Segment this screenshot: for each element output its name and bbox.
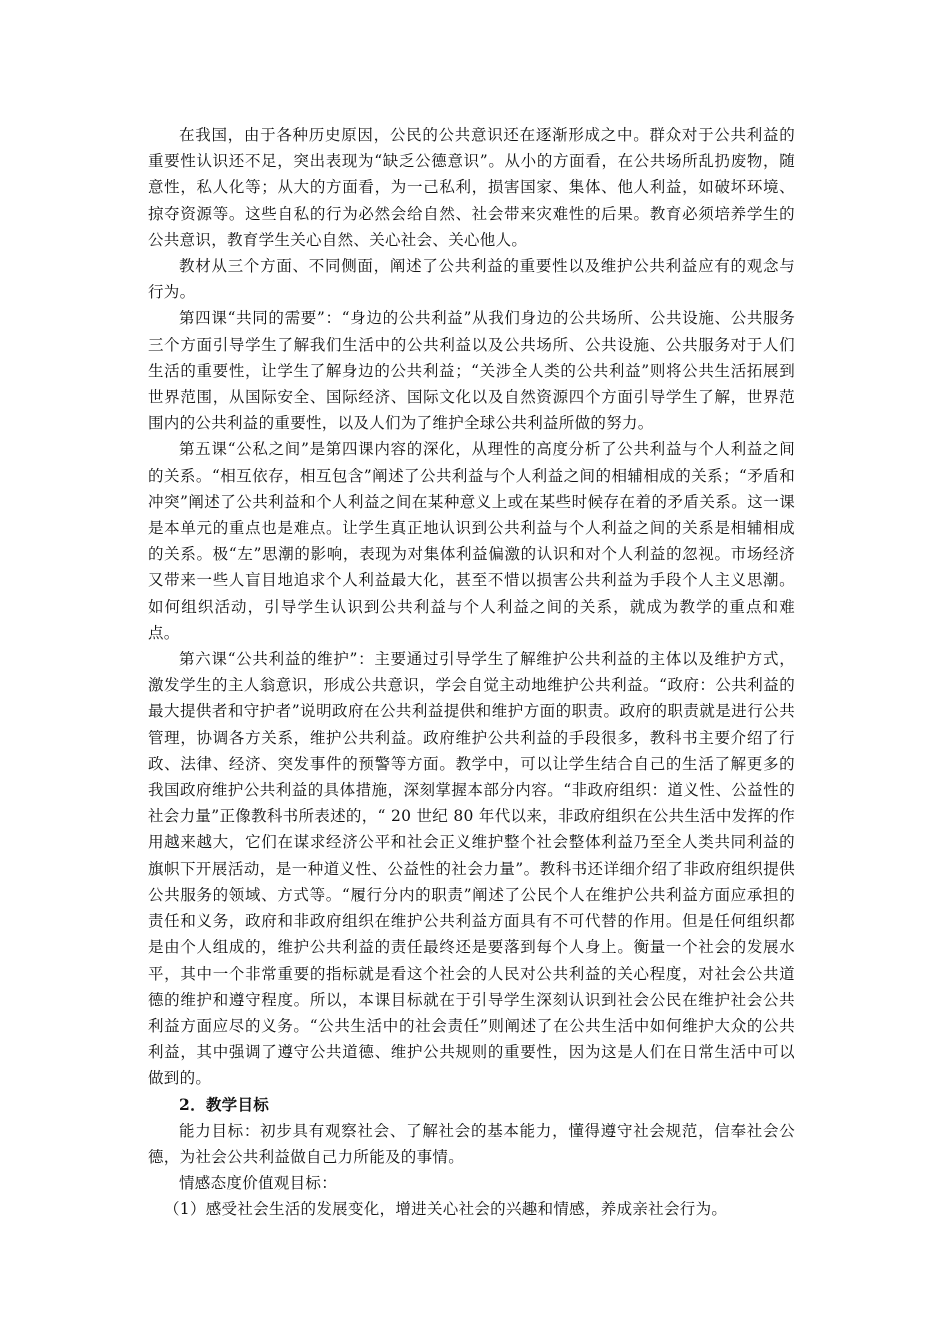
list-item-emotion-goal-1: （1）感受社会生活的发展变化，增进关心社会的兴趣和情感，养成亲社会行为。 bbox=[164, 1200, 728, 1219]
paragraph-lesson-four: 第四课“共同的需要”：“身边的公共利益”从我们身边的公共场所、公共设施、公共服务三个方面引导学生了解我们生活中的公共利益以及公共场所、公共设施、公共服务对于人们生活的重要性，让学生了解身边的公共利益；“关涉全人类的公共利益”则将公共生活拓展到世界范围，从国际安全、国际经济、国际文化以及自然资源四个方面引导学生了解，世界范围内的公共利益的重要性，以及人们为了维护全球公共利益所做的努力。 bbox=[148, 309, 795, 433]
paragraph-textbook-overview: 教材从三个方面、不同侧面，阐述了公共利益的重要性以及维护公共利益应有的观念与行为。 bbox=[148, 257, 795, 302]
section-heading-teaching-goals: 2．教学目标 bbox=[179, 1094, 270, 1114]
paragraph-public-awareness: 在我国，由于各种历史原因，公民的公共意识还在逐渐形成之中。群众对于公共利益的重要性认识还不足，突出表现为“缺乏公德意识”。从小的方面看，在公共场所乱扔废物，随意性，私人化等；从大的方面看，为一己私利，损害国家、集体、他人利益，如破坏环境、掠夺资源等。这些自私的行为必然会给自然、社会带来灾难性的后果。教育必须培养学生的公共意识，教育学生关心自然、关心社会、关心他人。 bbox=[148, 126, 795, 249]
paragraph-ability-goal: 能力目标：初步具有观察社会、了解社会的基本能力，懂得遵守社会规范，信奉社会公德，为社会公共利益做自己力所能及的事情。 bbox=[148, 1121, 795, 1166]
paragraph-emotion-goal-title: 情感态度价值观目标： bbox=[179, 1174, 338, 1193]
document-page bbox=[148, 122, 795, 1223]
paragraph-lesson-six: 第六课“公共利益的维护”：主要通过引导学生了解维护公共利益的主体以及维护方式，激发学生的主人翁意识，形成公共意识，学会自觉主动地维护公共利益。“政府：公共利益的最大提供者和守护者”说明政府在公共利益提供和维护方面的职责。政府的职责就是进行公共管理，协调各方关系，维护公共利益。政府维护公共利益的手段很多，教科书主要介绍了行政、法律、经济、突发事件的预警等方面。教学中，可以让学生结合自己的生活了解更多的我国政府维护公共利益的具体措施，深刻掌握本部分内容。“非政府组织：道义性、公益性的社会力量”正像教科书所表述的，“ 20 世纪 80 年代以来，非政府组织在公共生活中发挥的作用越来越大，它们在谋求经济公平和社会正义维护整个社会整体利益乃至全人类共同利益的旗帜下开展活动，是一种道义性、公益性的社会力量”。教科书还详细介绍了非政府组织提供公共服务的领域、方式等。“履行分内的职责”阐述了公民个人在维护公共利益方面应承担的责任和义务，政府和非政府组织在维护公共利益方面具有不可代替的作用。但是任何组织都是由个人组成的，维护公共利益的责任最终还是要落到每个人身上。衡量一个社会的发展水平，其中一个非常重要的指标就是看这个社会的人民对公共利益的关心程度，对社会公共道德的维护和遵守程度。所以，本课目标就在于引导学生深刻认识到社会公民在维护社会公共利益方面应尽的义务。“公共生活中的社会责任”则阐述了在公共生活中如何维护大众的公共利益，其中强调了遵守公共道德、维护公共规则的重要性，因为这是人们在日常生活中可以做到的。 bbox=[148, 650, 795, 1088]
paragraph-lesson-five: 第五课“公私之间”是第四课内容的深化，从理性的高度分析了公共利益与个人利益之间的关系。“相互依存，相互包含”阐述了公共利益与个人利益之间的相辅相成的关系；“矛盾和冲突”阐述了公共利益和个人利益之间在某种意义上或在某些时候存在着的矛盾关系。这一课是本单元的重点也是难点。让学生真正地认识到公共利益与个人利益之间的关系是相辅相成的关系。极“左”思潮的影响，表现为对集体利益偏激的认识和对个人利益的忽视。市场经济又带来一些人盲目地追求个人利益最大化，甚至不惜以损害公共利益为手段个人主义思潮。如何组织活动，引导学生认识到公共利益与个人利益之间的关系，就成为教学的重点和难点。 bbox=[148, 440, 795, 642]
